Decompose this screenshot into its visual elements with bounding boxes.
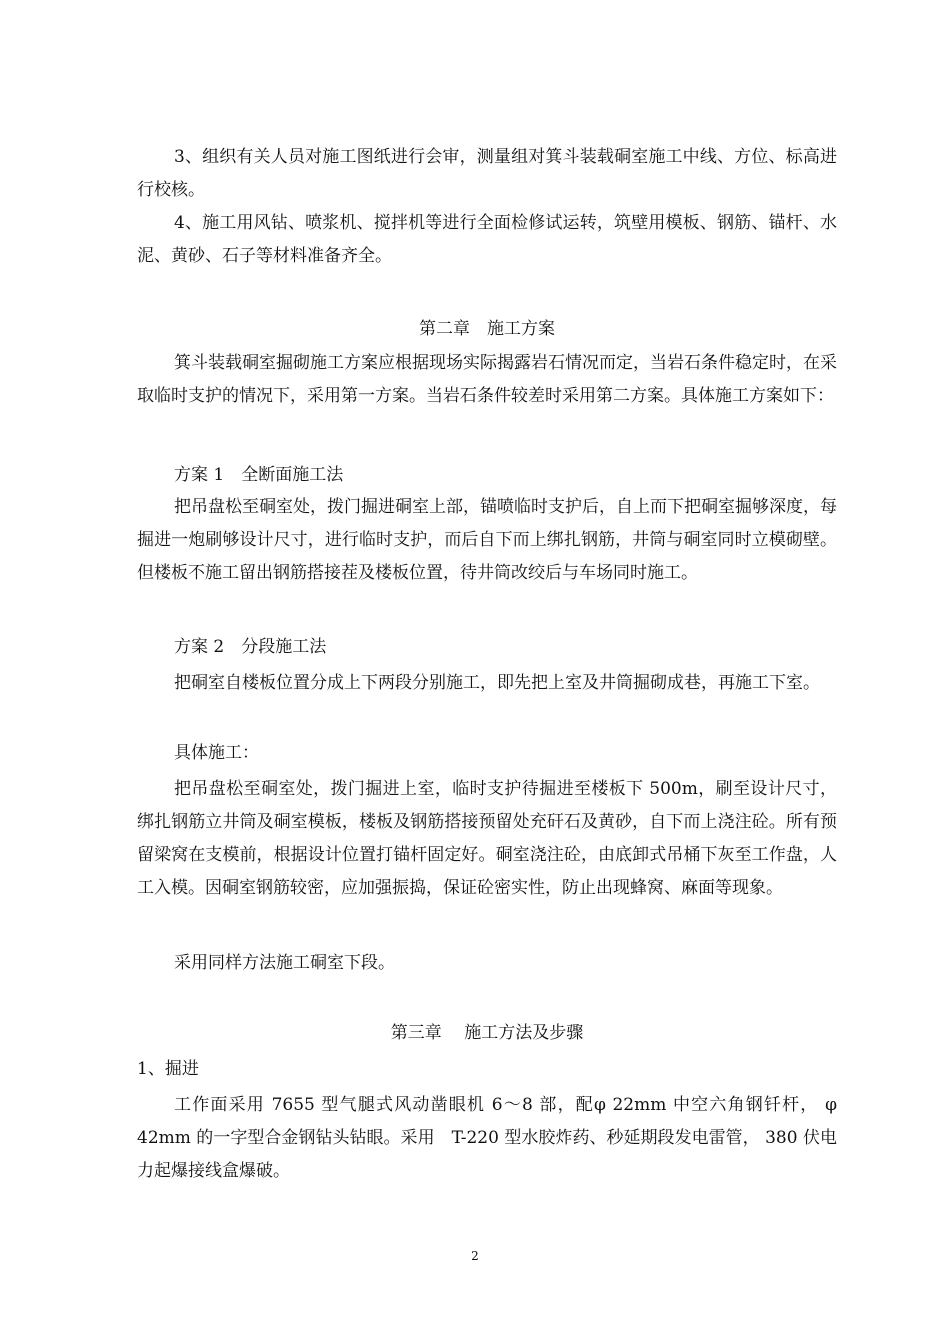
chapter-3-heading: 第三章 施工方法及步骤 bbox=[390, 1023, 584, 1043]
paragraph-specific-construction: 把吊盘松至硐室处，拨门掘进上室，临时支护待掘进至楼板下 500m，刷至设计尺寸，绑扎钢筋立井筒及硐室模板，楼板及钢筋搭接预留处充矸石及黄砂，自下而上浇注砼。所有预留梁窝在支模前，根据设计位置打锚杆固定好。硐室浇注砼，由底卸式吊桶下灰至工作盘，人工入模。因硐室钢筋较密，应加强振捣，保证砼密实性，防止出现蜂窝、麻面等现象。 bbox=[137, 779, 837, 898]
page-number: 2 bbox=[471, 1249, 479, 1263]
paragraph-plan-2: 把硐室自楼板位置分成上下两段分别施工，即先把上室及井筒掘砌成巷，再施工下室。 bbox=[174, 673, 820, 693]
section-1-title: 1、掘进 bbox=[137, 1059, 199, 1079]
plan-1-title: 方案 1 全断面施工法 bbox=[174, 465, 344, 485]
paragraph-plan-overview: 箕斗装载硐室掘砌施工方案应根据现场实际揭露岩石情况而定，当岩石条件稳定时，在采取临时支护的情况下，采用第一方案。当岩石条件较差时采用第二方案。具体施工方案如下： bbox=[137, 353, 837, 406]
plan-2-title: 方案 2 分段施工法 bbox=[174, 637, 327, 657]
paragraph-equipment-check: 4、施工用风钻、喷浆机、搅拌机等进行全面检修试运转，筑壁用模板、钢筋、锚杆、水泥、黄砂、石子等材料准备齐全。 bbox=[137, 213, 837, 266]
specific-construction-label: 具体施工： bbox=[174, 743, 259, 763]
chapter-2-heading: 第二章 施工方案 bbox=[419, 319, 555, 339]
paragraph-plan-1: 把吊盘松至硐室处，拨门掘进硐室上部，锚喷临时支护后，自上而下把硐室掘够深度，每掘进一炮刷够设计尺寸，进行临时支护，而后自下而上绑扎钢筋，井筒与硐室同时立模砌壁。但楼板不施工留出钢筋搭接茬及楼板位置，待井筒改绞后与车场同时施工。 bbox=[137, 497, 837, 583]
paragraph-lower-section: 采用同样方法施工硐室下段。 bbox=[174, 953, 395, 973]
paragraph-excavation: 工作面采用 7655 型气腿式风动凿眼机 6～8 部，配φ 22mm 中空六角钢钎杆， φ 42mm 的一字型合金钢钻头钻眼。采用 T-220 型水胶炸药、秒延期段发电雷管， 380 伏电力起爆接线盒爆破。 bbox=[137, 1095, 837, 1181]
paragraph-drawing-review: 3、组织有关人员对施工图纸进行会审，测量组对箕斗装载硐室施工中线、方位、标高进行校核。 bbox=[137, 147, 837, 200]
